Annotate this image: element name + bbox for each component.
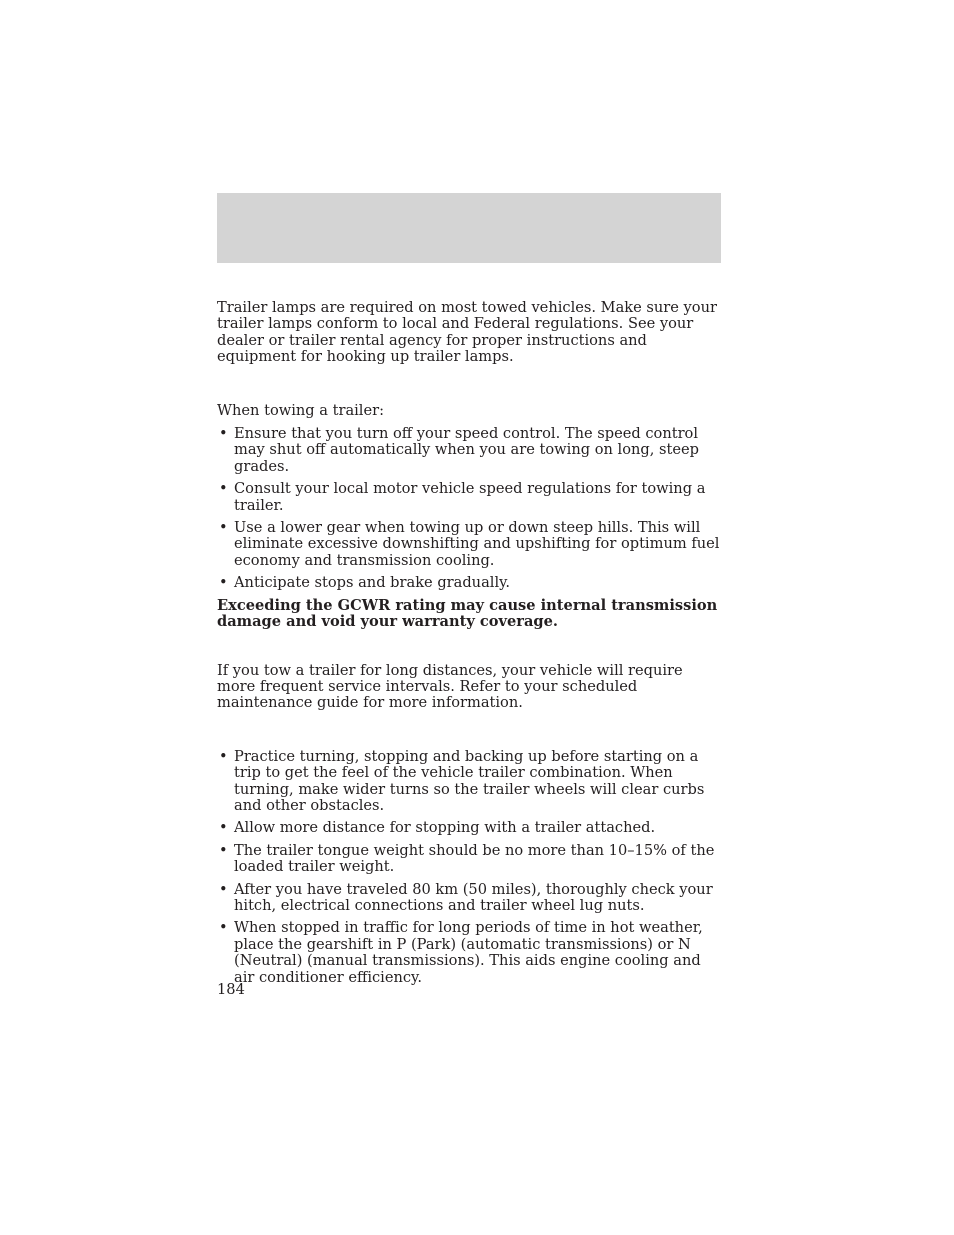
list-item: • When stopped in traffic for long periods of time in hot weather, place the gearshift in P (Park) (automatic transmissions) or N (Neutral) (manual transmissions). This aids engine cooling and air conditioner efficiency. <box>217 920 725 986</box>
service-interval-paragraph: If you tow a trailer for long distances, your vehicle will require more frequent service intervals. Refer to your scheduled maintenance guide for more information. <box>217 661 683 712</box>
gcwr-warning: Exceeding the GCWR rating may cause internal transmission damage and void your warranty coverage. <box>217 596 718 631</box>
list-item: • Practice turning, stopping and backing up before starting on a trip to get the feel of the vehicle trailer combination. When turning, make wider turns so the trailer wheels will clear curbs and other obstacles. <box>217 749 725 815</box>
towing-bullet-list <box>217 426 725 592</box>
page-number: 184 <box>217 981 245 998</box>
list-item: • Allow more distance for stopping with a trailer attached. <box>217 820 725 836</box>
list-item: • Consult your local motor vehicle speed regulations for towing a trailer. <box>217 481 725 514</box>
list-item: • After you have traveled 80 km (50 miles), thoroughly check your hitch, electrical connections and trailer wheel lug nuts. <box>217 882 725 915</box>
header-band <box>217 193 721 263</box>
page-content <box>217 300 725 986</box>
towing-intro: When towing a trailer: <box>217 401 385 419</box>
driving-tips-list <box>217 749 725 986</box>
list-item: • The trailer tongue weight should be no more than 10–15% of the loaded trailer weight. <box>217 843 725 876</box>
trailer-lamps-paragraph: Trailer lamps are required on most towed vehicles. Make sure your trailer lamps conform to local and Federal regulations. See your dealer or trailer rental agency for proper instructions and equipment for hooking up trailer lamps. <box>217 299 717 366</box>
list-item: • Use a lower gear when towing up or down steep hills. This will eliminate excessive downshifting and upshifting for optimum fuel economy and transmission cooling. <box>217 520 725 569</box>
list-item: • Anticipate stops and brake gradually. <box>217 575 725 591</box>
list-item: • Ensure that you turn off your speed control. The speed control may shut off automatically when you are towing on long, steep grades. <box>217 426 725 475</box>
